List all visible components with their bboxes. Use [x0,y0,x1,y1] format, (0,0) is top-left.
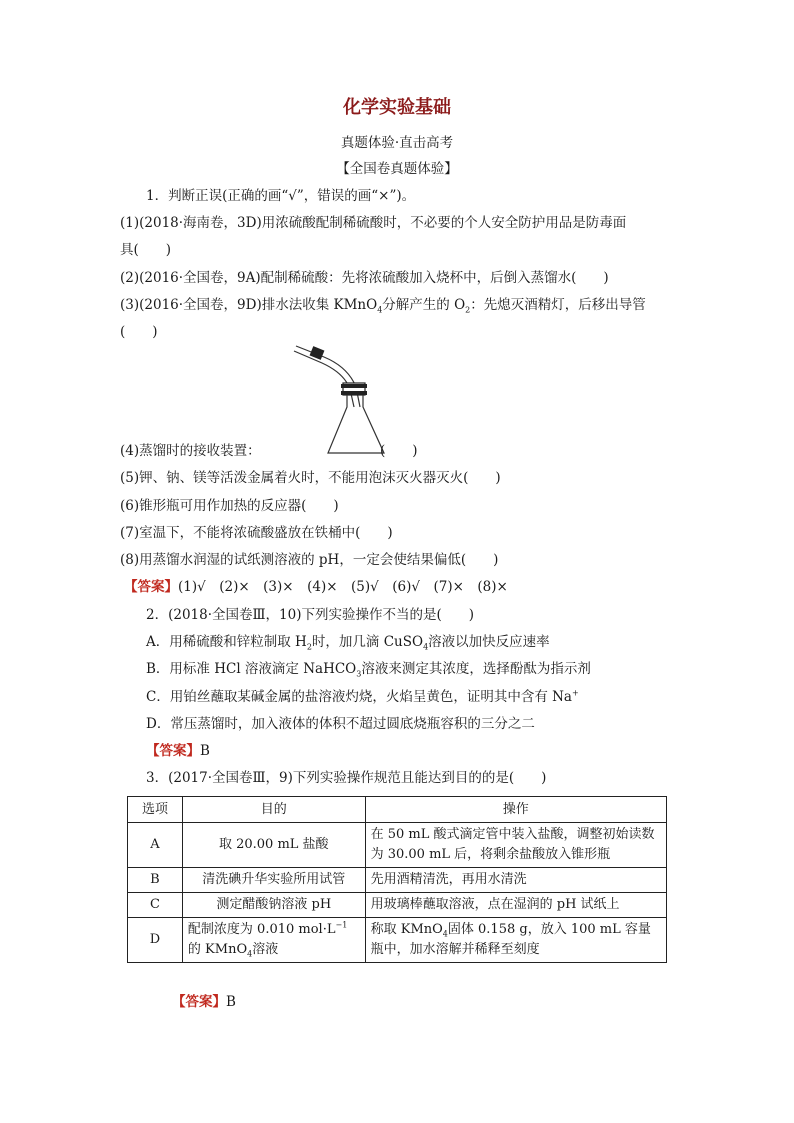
answer-label: 【答案】 [124,579,178,595]
table-row [128,918,667,963]
cell-goal: 取 20.00 mL 盐酸 [182,823,365,868]
conical-flask [328,395,384,453]
answer-label: 【答案】 [172,994,226,1010]
header-option: 选项 [128,797,183,823]
q1-answer: 【答案】(1)√ (2)× (3)× (4)× (5)√ (6)√ (7)× (8)× [124,579,508,595]
q1-item-8: (8)用蒸馏水润湿的试纸测溶液的 pH，一定会使结果偏低( ) [120,552,499,568]
q1-item-3-cont: ( ) [120,324,158,340]
cell-option: A [128,823,183,868]
q1-item-1: (1)(2018·海南卷，3D)用浓硫酸配制稀硫酸时，不必要的个人安全防护用品是防毒面 [120,215,627,231]
q1-item-3: (3)(2016·全国卷，9D)排水法收集 KMnO$_4$分解产生的 $O_2$：先熄灭酒精灯，后移出导管 [120,297,646,315]
q2-option-d: D．常压蒸馏时，加入液体的体积不超过圆底烧瓶容积的三分之二 [146,716,535,732]
adapter-stopper [310,346,325,360]
q1-item-2: (2)(2016·全国卷，9A)配制稀硫酸：先将浓硫酸加入烧杯中，后倒入蒸馏水( ) [120,270,609,286]
adapter-tube [294,351,354,407]
q1-item-1-cont: 具( ) [120,242,172,258]
cell-operation: 先用酒精清洗，再用水清洗 [365,868,666,893]
cell-goal: 清洗碘升华实验所用试管 [182,868,365,893]
q2-option-b: B．用标准 HCl 溶液滴定 NaHCO$_3$溶液来测定其浓度，选择酚酞为指示剂 [146,661,591,679]
table-row [128,823,667,868]
cell-option: B [128,868,183,893]
q1-item-4-paren: ( ) [380,443,418,459]
q3-answer: 【答案】B [172,994,236,1010]
q1-item-5: (5)钾、钠、镁等活泼金属着火时，不能用泡沫灭火器灭火( ) [120,470,501,486]
cell-goal: 测定醋酸钠溶液 pH [182,893,365,918]
q2-stem: 2．(2018·全国卷Ⅲ，10)下列实验操作不当的是( ) [146,607,475,623]
table-header-row [128,797,667,823]
header-goal: 目的 [182,797,365,823]
page-subtitle: 真题体验·直击高考 [340,135,454,151]
q1-item-6: (6)锥形瓶可用作加热的反应器( ) [120,498,339,514]
operations-table [127,796,667,963]
table-row [128,893,667,918]
cell-operation: 用玻璃棒蘸取溶液，点在湿润的 pH 试纸上 [365,893,666,918]
answer-label: 【答案】 [146,743,200,759]
cell-goal: 配制浓度为 0.010 $mol\cdot L^{-1}$的 KMnO$_4$溶液 [182,918,365,963]
cell-option: D [128,918,183,963]
cell-operation: 在 50 mL 酸式滴定管中装入盐酸，调整初始读数为 30.00 mL 后，将剩余盐酸放入锥形瓶 [365,823,666,868]
cell-option: C [128,893,183,918]
cell-operation: 称取 KMnO$_4$固体 0.158 g，放入 100 mL 容量瓶中，加水溶解并稀释至刻度 [365,918,666,963]
table-row [128,868,667,893]
q2-option-a: A．用稀硫酸和锌粒制取 $H_2$时，加几滴 CuSO$_4$溶液以加快反应速率 [146,634,550,652]
page-title: 化学实验基础 [343,97,451,118]
q3-stem: 3．(2017·全国卷Ⅲ，9)下列实验操作规范且能达到目的的是( ) [146,770,547,786]
q2-answer: 【答案】B [146,743,210,759]
q1-item-4: (4)蒸馏时的接收装置： [120,443,261,459]
q2-option-c: C．用铂丝蘸取某碱金属的盐溶液灼烧，火焰呈黄色，证明其中含有 Na+ [146,688,579,705]
header-operation: 操作 [365,797,666,823]
section-header: 【全国卷真题体验】 [336,161,458,177]
q1-stem: 1．判断正误(正确的画“√”，错误的画“×”)。 [146,188,416,204]
q1-item-7: (7)室温下，不能将浓硫酸盛放在铁桶中( ) [120,525,393,541]
